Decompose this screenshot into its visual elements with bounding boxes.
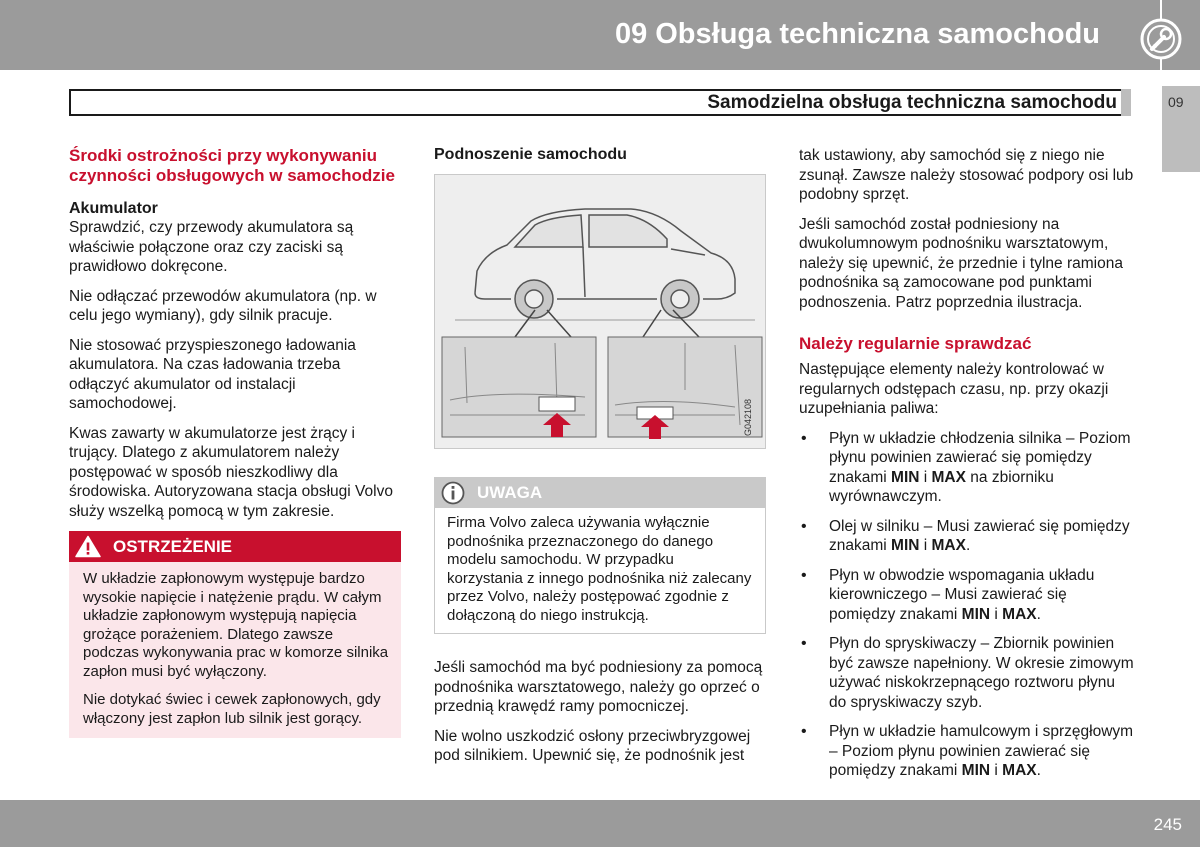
warning-paragraph: W układzie zapłonowym występuje bardzo wysokie napięcie i natężenie prądu. W całym układzie zapłonowym występują napięcia grożące porażeniem. Dlatego zawsze podczas wykonywania prac w komorze silnika zapłon musi być wyłączony. bbox=[83, 570, 389, 680]
checks-list bbox=[799, 429, 1135, 781]
section-header bbox=[69, 89, 1131, 116]
paragraph: Sprawdzić, czy przewody akumulatora są właściwie połączone oraz czy zaciski są prawidłowo dokręcone. bbox=[69, 219, 354, 275]
lifting-points-illustration bbox=[434, 174, 766, 449]
warning-paragraph: Nie dotykać świec i cewek zapłonowych, gdy włączony jest zapłon lub silnik jest gorący. bbox=[83, 691, 381, 727]
chapter-title: 09 Obsługa techniczna samochodu bbox=[614, 18, 1100, 50]
middle-column bbox=[434, 146, 766, 776]
footer-bar bbox=[0, 800, 1200, 847]
paragraph: Kwas zawarty w akumulatorze jest żrący i trujący. Dlatego z akumulatorem należy postępować w sposób nieszkodliwy dla środowiska. Autoryzowana stacja obsługi Volvo służy wszelką pomocą w tym zakresie. bbox=[69, 424, 393, 520]
chapter-header-bar bbox=[0, 0, 1160, 70]
car-side-view bbox=[475, 209, 735, 299]
checks-intro: Następujące elementy należy kontrolować w regularnych odstępach czasu, np. przy okazji uzupełniania paliwa: bbox=[799, 361, 1109, 417]
wrench-service-icon bbox=[1140, 18, 1182, 60]
warning-header bbox=[69, 531, 401, 562]
paragraph: tak ustawiony, aby samochód się z niego nie zsunął. Zawsze należy stosować podpory osi lub podobny sprzęt. bbox=[799, 147, 1134, 203]
warning-triangle-icon bbox=[75, 535, 101, 558]
list-item: • Płyn do spryskiwaczy – Zbiornik powinien być zawsze napełniony. W okresie zimowym używać niskokrzepnącego roztworu płynu do spryskiwaczy szyb. bbox=[799, 634, 1135, 712]
list-item: • Płyn w układzie hamulcowym i sprzęgłowym – Poziom płynu powinien zawierać się pomiędzy znakami MIN i MAX. bbox=[799, 722, 1135, 781]
list-item: • Olej w silniku – Musi zawierać się pomiędzy znakami MIN i MAX. bbox=[799, 517, 1135, 556]
front-lift-point-detail bbox=[442, 337, 596, 437]
side-tab-label: 09 bbox=[1168, 94, 1184, 110]
paragraph: Jeśli samochód został podniesiony na dwukolumnowym podnośniku warsztatowym, należy się upewnić, że przednie i tylne ramiona podnośnika są zamocowane pod punktami podnoszenia. Patrz poprzednia ilustracja. bbox=[799, 215, 1123, 311]
warning-title: OSTRZEŻENIE bbox=[113, 536, 233, 556]
page-number: 245 bbox=[1153, 815, 1182, 834]
section-title: Samodzielna obsługa techniczna samochodu bbox=[707, 92, 1117, 113]
battery-subheading: Akumulator bbox=[69, 200, 158, 217]
chapter-side-tab[interactable] bbox=[1162, 86, 1200, 172]
note-body: Firma Volvo zaleca używania wyłącznie podnośnika przeznaczonego do danego modelu samochodu. W przypadku korzystania z innego podnośnika niż zalecany przez Volvo, należy postępować zgodnie z dołączoną do niego instrukcją. bbox=[447, 514, 752, 624]
regular-checks-heading: Należy regularnie sprawdzać bbox=[799, 334, 1032, 353]
pointer-line bbox=[643, 310, 661, 337]
lifting-text bbox=[434, 658, 766, 766]
pointer-line bbox=[547, 310, 571, 337]
note-title: UWAGA bbox=[477, 483, 543, 503]
list-item: • Płyn w układzie chłodzenia silnika – Poziom płynu powinien zawierać się pomiędzy znakami MIN i MAX na zbiorniku wyrównawczym. bbox=[799, 429, 1135, 507]
paragraph: Nie wolno uszkodzić osłony przeciwbryzgowej pod silnikiem. Upewnić się, że podnośnik jest bbox=[434, 727, 751, 764]
paragraph: Jeśli samochód ma być podniesiony za pomocą podnośnika warsztatowego, należy go oprzeć o przednią krawędź ramy pomocniczej. bbox=[434, 659, 763, 715]
note-box bbox=[434, 477, 766, 634]
paragraph: Nie odłączać przewodów akumulatora (np. w celu jego wymiany), gdy silnik pracuje. bbox=[69, 287, 377, 324]
safety-heading: Środki ostrożności przy wykonywaniu czynności obsługowych w samochodzie bbox=[69, 146, 395, 185]
warning-box bbox=[69, 531, 401, 738]
warning-body bbox=[69, 562, 401, 738]
car-lifting-diagram bbox=[435, 175, 767, 450]
left-column bbox=[69, 146, 401, 738]
list-item: • Płyn w obwodzie wspomagania układu kierowniczego – Musi zawierać się pomiędzy znakami MIN i MAX. bbox=[799, 566, 1135, 625]
figure-code: G042108 bbox=[742, 398, 753, 436]
paragraph: Nie stosować przyspieszonego ładowania akumulatora. Na czas ładowania trzeba odłączyć akumulator od instalacji samochodowej. bbox=[69, 336, 356, 412]
info-icon bbox=[441, 481, 465, 505]
right-column bbox=[799, 146, 1135, 791]
lifting-heading: Podnoszenie samochodu bbox=[434, 146, 627, 163]
note-header bbox=[435, 478, 765, 508]
